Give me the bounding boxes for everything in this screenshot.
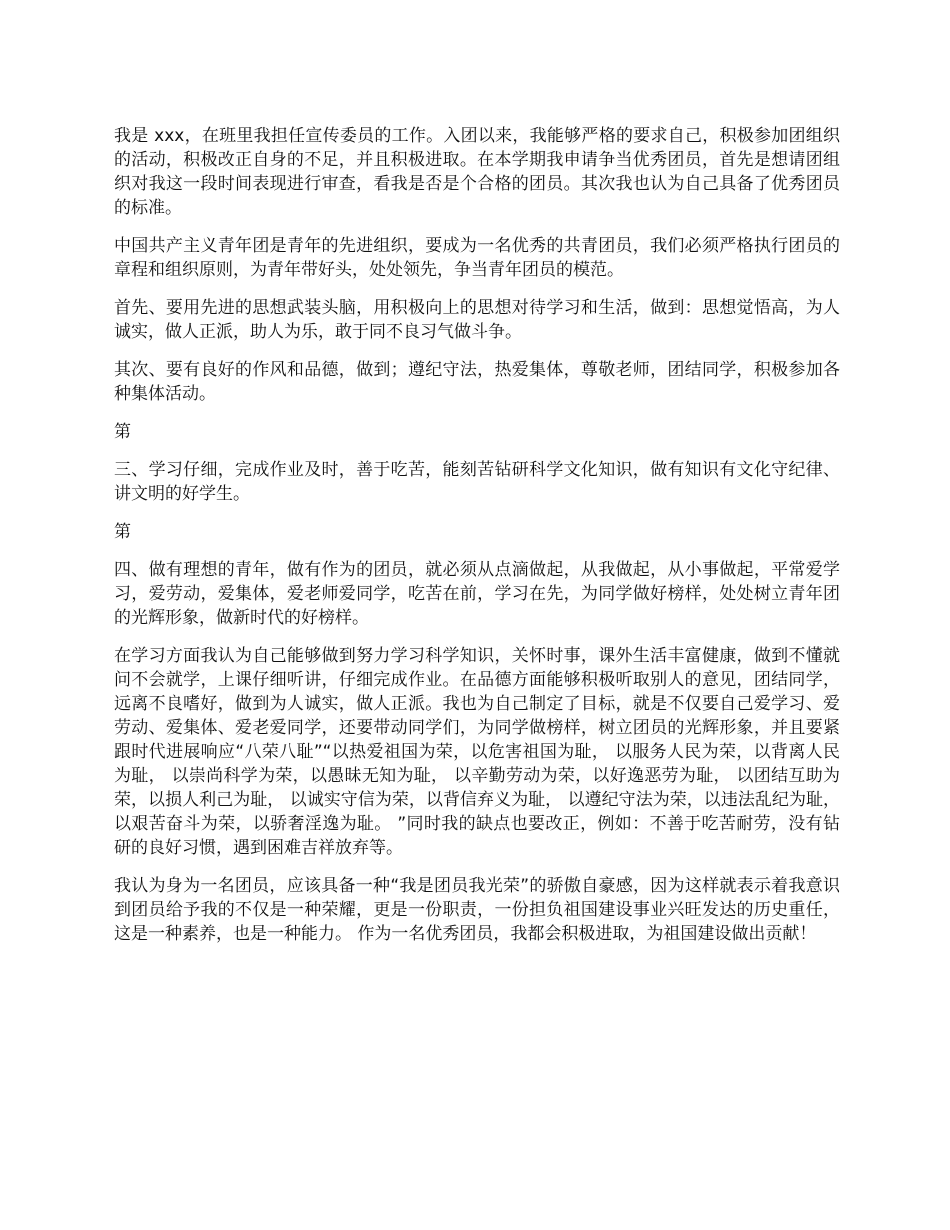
paragraph-ordinal-prefix: 第 [114,522,131,542]
paragraph-study-and-morality: 在学习方面我认为自己能够做到努力学习科学知识，关怀时事，课外生活丰富健康，做到不懂就问不会就学，上课仔细听讲，仔细完成作业。在品德方面能够积极听取别人的意见，团结同学，远离不良嗜好，做到为人诚实，做人正派。我也为自己制定了目标，就是不仅要自己爱学习、爱劳动、爱集体、爱老爱同学，还要带动同学们，为同学做榜样，树立团员的光辉形象，并且要紧跟时代进展响应“八荣八耻”“以热爱祖国为荣，以危害祖国为耻， 以服务人民为荣，以背离人民为耻， 以崇尚科学为荣，以愚昧无知为耻， 以辛勤劳动为荣，以好逸恶劳为耻， 以团结互助为荣，以损人利己为耻， 以诚实守信为荣，以背信弃义为耻， 以遵纪守法为荣，以违法乱纪为耻， 以艰苦奋斗为荣，以骄奢淫逸为耻。 ”同时我的缺点也要改正，例如：不善于吃苦耐劳，没有钻研的良好习惯，遇到困难吉祥放弃等。 [114,646,840,858]
document-body [114,124,840,960]
paragraph-conclusion: 我认为身为一名团员，应该具备一种“我是团员我光荣”的骄傲自豪感，因为这样就表示着我意识到团员给予我的不仅是一种荣耀，更是一份职责，一份担负祖国建设事业兴旺发达的历史重任，这是一种素养，也是一种能力。 作为一名优秀团员，我都会积极进取，为祖国建设做出贡献！ [114,876,840,944]
paragraph-fourth-point: 四、做有理想的青年，做有作为的团员，就必须从点滴做起，从我做起，从小事做起，平常爱学习，爱劳动，爱集体，爱老师爱同学，吃苦在前，学习在先，为同学做好榜样，处处树立青年团的光辉形象，做新时代的好榜样。 [114,560,840,628]
paragraph-second-point: 其次、要有良好的作风和品德，做到；遵纪守法，热爱集体，尊敬老师，团结同学，积极参加各种集体活动。 [114,360,840,404]
paragraph-third-point: 三、学习仔细，完成作业及时，善于吃苦，能刻苦钻研科学文化知识，做有知识有文化守纪律、讲文明的好学生。 [114,460,840,504]
paragraph-first-point: 首先、要用先进的思想武装头脑，用积极向上的思想对待学习和生活，做到：思想觉悟高，为人诚实，做人正派，助人为乐，敢于同不良习气做斗争。 [114,298,840,342]
paragraph-league-definition: 中国共产主义青年团是青年的先进组织，要成为一名优秀的共青团员，我们必须严格执行团员的章程和组织原则，为青年带好头，处处领先，争当青年团员的模范。 [114,236,840,280]
paragraph-ordinal-prefix: 第 [114,422,131,442]
paragraph-intro: 我是 xxx，在班里我担任宣传委员的工作。入团以来，我能够严格的要求自己，积极参加团组织的活动，积极改正自身的不足，并且积极进取。在本学期我申请争当优秀团员，首先是想请团组织对我这一段时间表现进行审查，看我是否是个合格的团员。其次我也认为自己具备了优秀团员的标准。 [114,126,840,218]
